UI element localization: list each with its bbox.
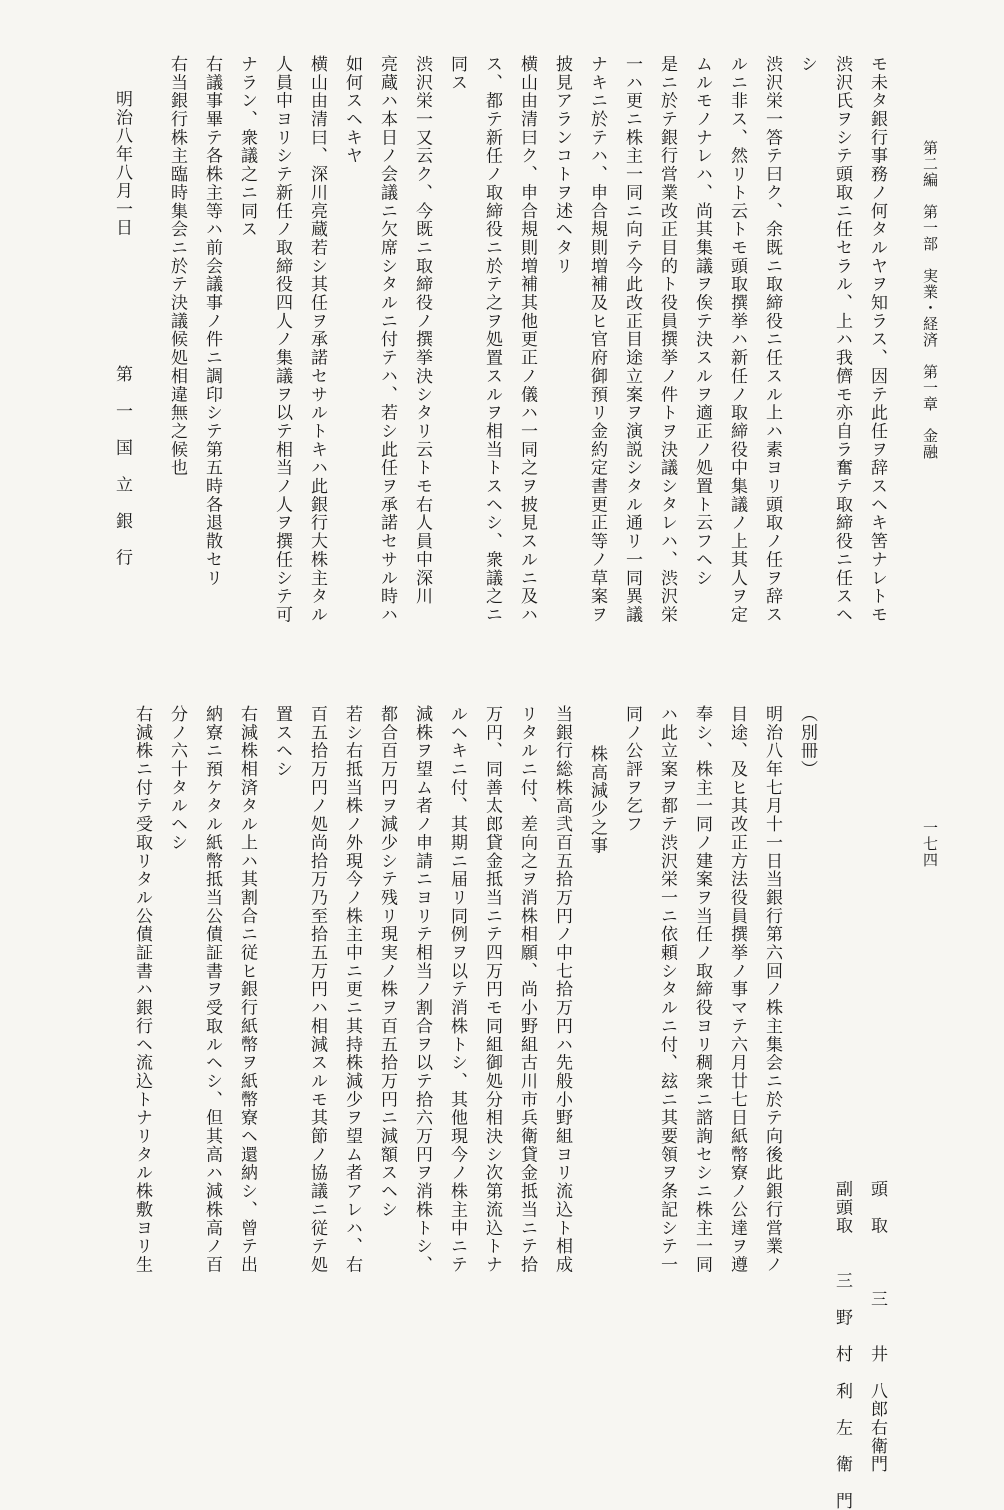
text-column: 百五拾万円ノ処尚拾万乃至拾五万円ハ相減スルモ其節ノ協議ニ従テ処 (307, 705, 327, 1274)
text-column: 右減株ニ付テ受取リタル公債証書ハ銀行ヘ流込トナリタル株敷ヨリ生 (132, 705, 152, 1274)
text-column: 人員中ヨリシテ新任ノ取締役四人ノ集議ヲ以テ相当ノ人ヲ撰任シテ可 (272, 55, 292, 624)
text-column: 横山由清曰ク、申合規則増補其他更正ノ儀ハ一同之ヲ披見スルニ及ハ (517, 55, 537, 624)
text-column: シ (797, 55, 817, 74)
text-column: ス、都テ新任ノ取締役ニ於テ之ヲ処置スルヲ相当トスヘシ、衆議之ニ (482, 55, 502, 624)
signature-vice-president: 副頭取 三 野 村 利 左 衛 門 (832, 1180, 852, 1510)
text-column: ルヘキニ付、其期ニ届リ同例ヲ以テ消株トシ、其他現今ノ株主中ニテ (447, 705, 467, 1274)
text-column: 右当銀行株主臨時集会ニ於テ決議候処相違無之候也 (167, 55, 187, 478)
text-column: 亮蔵ハ本日ノ会議ニ欠席シタルニ付テハ、若シ此任ヲ承諾セサル時ハ (377, 55, 397, 624)
text-column: ナラン、衆議之ニ同ス (237, 55, 257, 239)
text-column: 右議事畢テ各株主等ハ前会議事ノ件ニ調印シテ第五時各退散セリ (202, 55, 222, 588)
text-column: 目途、及ヒ其改正方法役員撰挙ノ事マテ六月廿七日紙幣寮ノ公達ヲ遵 (727, 705, 747, 1274)
text-column: 渋沢氏ヲシテ頭取ニ任セラル、上ハ我儕モ亦自ラ奮テ取締役ニ任スヘ (832, 55, 852, 624)
text-column: （別冊） (797, 705, 817, 779)
text-column: ハ此立案ヲ都テ渋沢栄一ニ依頼シタルニ付、玆ニ其要領ヲ条記シテ一 (657, 705, 677, 1274)
text-column: 若シ右抵当株ノ外現今ノ株主中ニ更ニ其持株減少ヲ望ム者アレハ、右 (342, 705, 362, 1274)
text-column: 明治八年七月十一日当銀行第六回ノ株主集会ニ於テ向後此銀行営業ノ (762, 705, 782, 1274)
section-heading: 株高減少之事 (587, 745, 607, 856)
text-column: リタルニ付、差向之ヲ消株相願、尚小野組古川市兵衛貸金抵当ニテ拾 (517, 705, 537, 1274)
text-column: 披見アランコトヲ述ヘタリ (552, 55, 572, 276)
text-column: 是ニ於テ銀行営業改正目的ト役員撰挙ノ件トヲ決議シタレハ、渋沢栄 (657, 55, 677, 624)
text-column: 同ス (447, 55, 467, 92)
text-column: モ未タ銀行事務ノ何タルヤヲ知ラス、因テ此任ヲ辞スヘキ筈ナレトモ (867, 55, 887, 624)
date-signature-column: 明治八年八月一日 第 一 国 立 銀 行 (112, 90, 132, 568)
text-column: 万円、同善太郎貸金抵当ニテ四万円モ同組御処分相決シ次第流込トナ (482, 705, 502, 1274)
text-column: 置スヘシ (272, 705, 292, 779)
text-column: ムルモノナレハ、尚其集議ヲ俟テ決スルヲ適正ノ処置ト云フヘシ (692, 55, 712, 588)
text-column: 当銀行総株高弐百五拾万円ノ中七拾万円ハ先般小野組ヨリ流込ト相成 (552, 705, 572, 1274)
text-column: ナキニ於テハ、申合規則増補及ヒ官府御預リ金約定書更正等ノ草案ヲ (587, 55, 607, 624)
text-column: 同ノ公評ヲ乞フ (622, 705, 642, 834)
text-column: ルニ非ス、然リト云トモ頭取撰挙ハ新任ノ取締役中集議ノ上其人ヲ定 (727, 55, 747, 624)
signature-president: 頭 取 三 井 八郎右衛門 (867, 1180, 887, 1474)
text-column: 如何スヘキヤ (342, 55, 362, 166)
text-column: 右減株相済タル上ハ其割合ニ従ヒ銀行紙幣ヲ紙幣寮ヘ還納シ、曾テ出 (237, 705, 257, 1274)
running-header: 第二編 第一部 実業・経済 第一章 金融 (921, 140, 939, 460)
text-column: 横山由清曰、深川亮蔵若シ其任ヲ承諾セサルトキハ此銀行大株主タル (307, 55, 327, 624)
text-column: 渋沢栄一又云ク、今既ニ取締役ノ撰挙決シタリ云トモ右人員中深川 (412, 55, 432, 606)
page-number: 一七四 (921, 820, 939, 868)
text-column: 減株ヲ望ム者ノ申請ニヨリテ相当ノ割合ヲ以テ拾六万円ヲ消株トシ、 (412, 705, 432, 1274)
text-column: 納寮ニ預ケタル紙幣抵当公債証書ヲ受取ルヘシ、但其高ハ減株高ノ百 (202, 705, 222, 1274)
text-column: 渋沢栄一答テ曰ク、余既ニ取締役ニ任スル上ハ素ヨリ頭取ノ任ヲ辞ス (762, 55, 782, 624)
text-column: 奉シ、株主一同ノ建案ヲ当任ノ取締役ヨリ稠衆ニ諮詢セシニ株主一同 (692, 705, 712, 1274)
text-column: 都合百万円ヲ減少シテ残リ現実ノ株ヲ百五拾万円ニ減額スヘシ (377, 705, 397, 1219)
text-column: 一ハ更ニ株主一同ニ向テ今此改正目途立案ヲ演説シタル通リ一同異議 (622, 55, 642, 624)
text-column: 分ノ六十タルヘシ (167, 705, 187, 852)
